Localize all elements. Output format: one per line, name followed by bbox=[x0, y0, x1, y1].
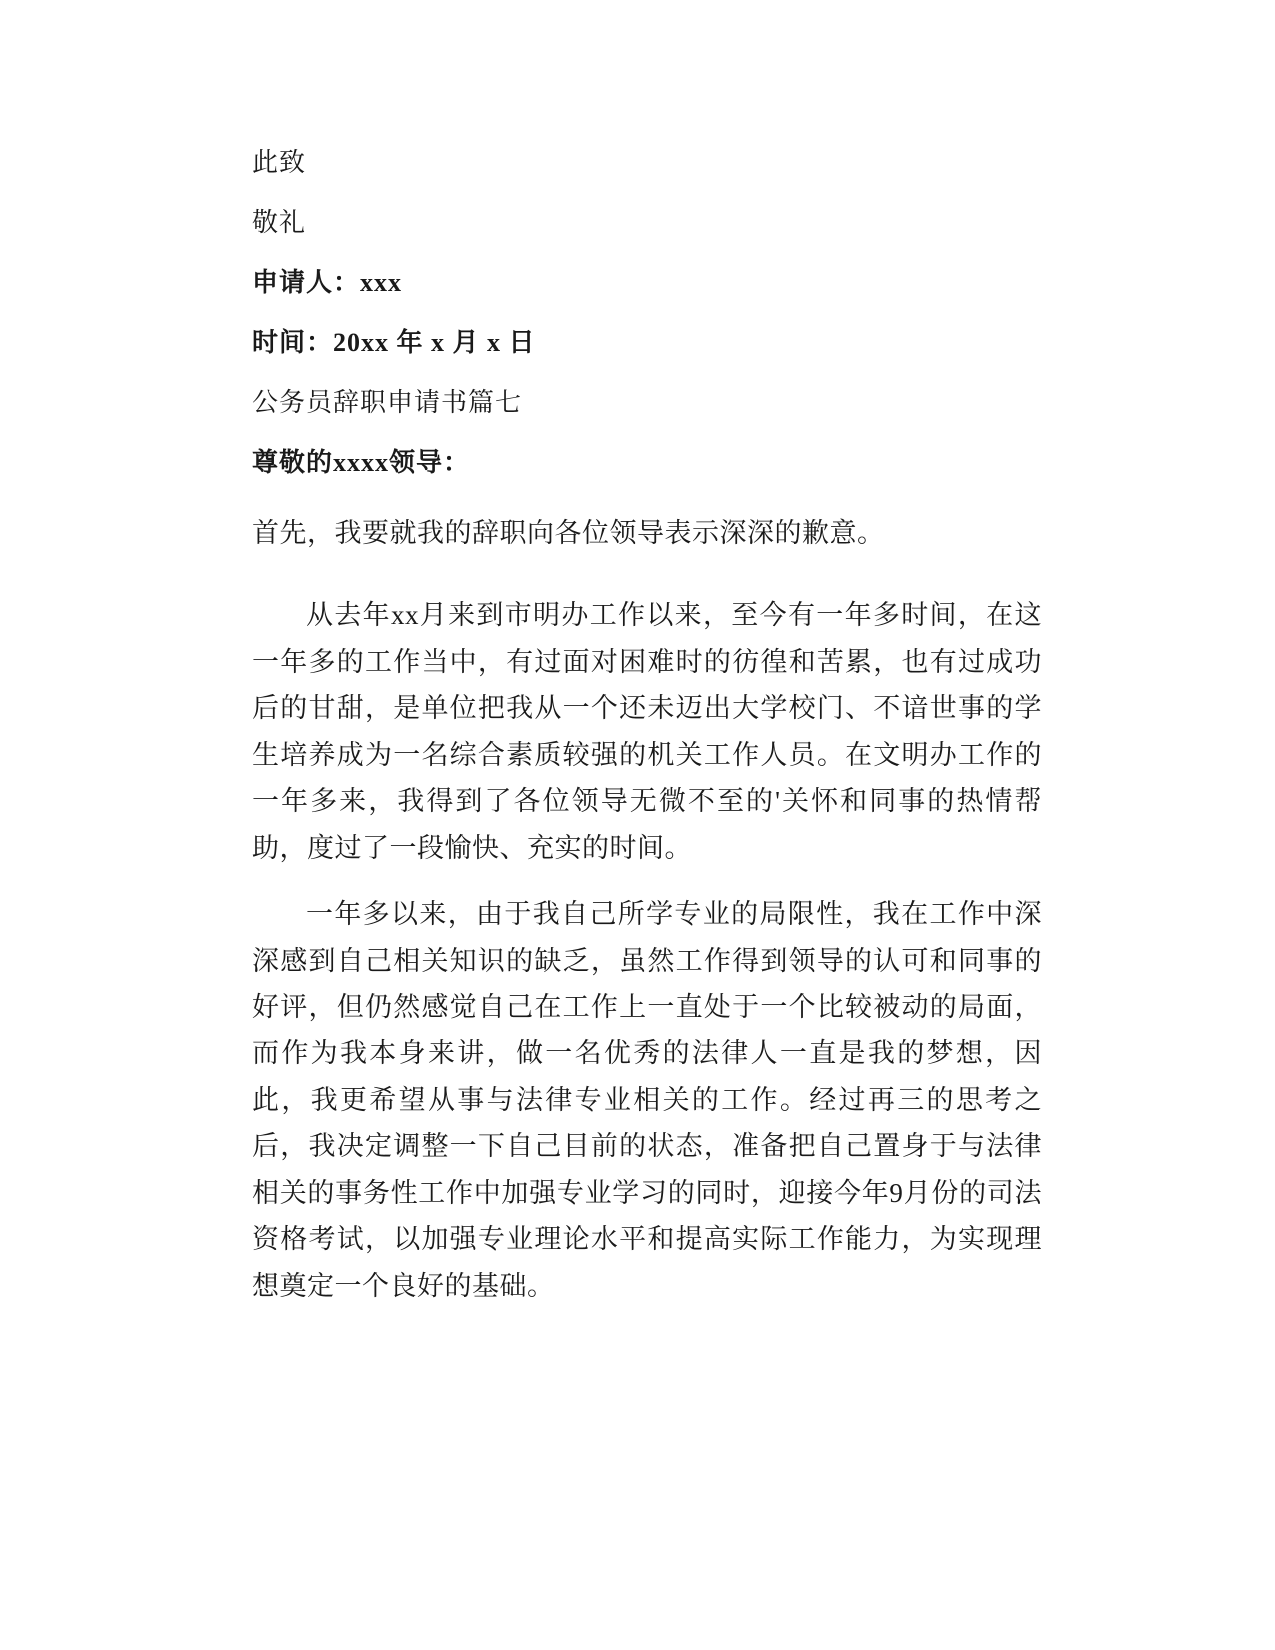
closing-line-salute: 敬礼 bbox=[252, 208, 307, 237]
section-heading: 公务员辞职申请书篇七 bbox=[252, 388, 523, 417]
paragraph-reason: 一年多以来，由于我自己所学专业的局限性，我在工作中深深感到自己相关知识的缺乏，虽然工作得到领导的认可和同事的好评，但仍然感觉自己在工作上一直处于一个比较被动的局面，而作为我本身来讲，做一名优秀的法律人一直是我的梦想，因此，我更希望从事与法律专业相关的工作。经过再三的思考之后，我决定调整一下自己目前的状态，准备把自己置身于与法律相关的事务性工作中加强专业学习的同时，迎接今年9月份的司法资格考试，以加强专业理论水平和提高实际工作能力，为实现理想奠定一个良好的基础。 bbox=[252, 899, 1042, 1301]
paragraph-spacer-2 bbox=[252, 877, 1042, 891]
paragraph-experience: 从去年xx月来到市明办工作以来，至今有一年多时间，在这一年多的工作当中，有过面对困难时的彷徨和苦累，也有过成功后的甘甜，是单位把我从一个还未迈出大学校门、不谙世事的学生培养成为一名综合素质较强的机关工作人员。在文明办工作的一年多来，我得到了各位领导无微不至的'关怀和同事的热情帮助，度过了一段愉快、充实的时间。 bbox=[252, 600, 1042, 863]
closing-line-applicant: 申请人：xxx bbox=[252, 268, 403, 297]
paragraph-apology: 首先，我要就我的辞职向各位领导表示深深的歉意。 bbox=[252, 518, 885, 548]
closing-line-date: 时间：20xx 年 x 月 x 日 bbox=[252, 328, 536, 357]
document-body bbox=[252, 150, 1042, 1309]
salutation: 尊敬的xxxx领导： bbox=[252, 448, 471, 477]
closing-line-cici: 此致 bbox=[252, 148, 307, 177]
